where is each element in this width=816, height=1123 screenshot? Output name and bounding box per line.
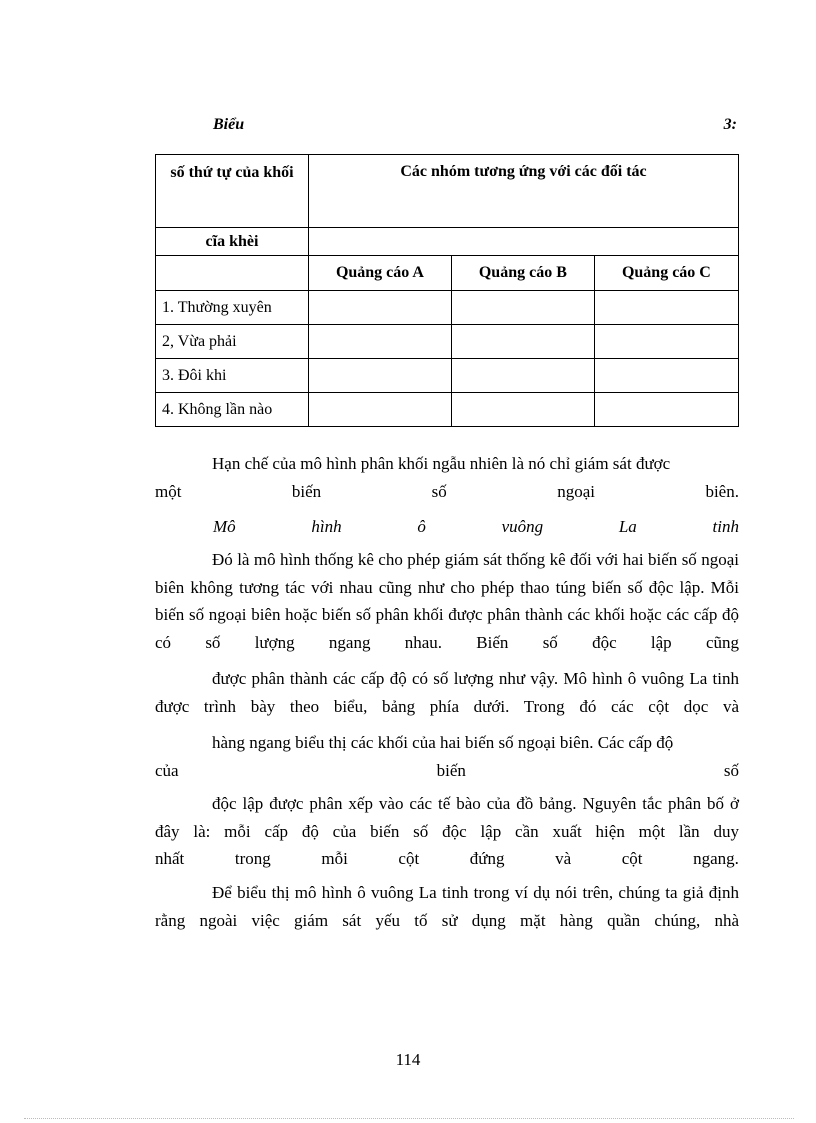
- word: ngang.: [693, 849, 739, 868]
- paragraph-spread-line: [155, 478, 739, 506]
- table-cell: [309, 291, 452, 325]
- table-row: [156, 359, 739, 393]
- word: cột: [398, 849, 420, 868]
- page-number: 114: [395, 1050, 421, 1069]
- data-table: [155, 154, 739, 427]
- word: nhất: [155, 849, 185, 868]
- row-label: 2, Vừa phải: [156, 325, 309, 359]
- column-header-a: Quảng cáo A: [309, 256, 452, 291]
- word: vuông: [501, 517, 544, 536]
- word: biên.: [705, 482, 739, 501]
- table-cell: [451, 325, 594, 359]
- paragraph-spread-line: [155, 845, 739, 873]
- paragraph-line: Hạn chế của mô hình phân khối ngẫu nhiên là nó chỉ giám sát được: [212, 454, 671, 473]
- table-column-row: [156, 256, 739, 291]
- word: của: [155, 761, 179, 780]
- word: số: [723, 761, 739, 780]
- header-group: Các nhóm tương ứng với các đối tác: [309, 155, 739, 228]
- page-bottom-divider: [24, 1118, 794, 1119]
- word: cột: [621, 849, 643, 868]
- word: và: [555, 849, 572, 868]
- table-cell: [309, 359, 452, 393]
- word: biến: [291, 482, 322, 501]
- header-block-order: số thứ tự của khối: [156, 155, 309, 228]
- table-cell: [594, 325, 738, 359]
- row-label: 3. Đôi khi: [156, 359, 309, 393]
- paragraph: Để biểu thị mô hình ô vuông La tinh trong ví dụ nói trên, chúng ta giả định rằng ngoài việc giám sát yếu tố sử dụng mặt hàng quần chúng, nhà: [155, 883, 739, 930]
- table-cell: [594, 359, 738, 393]
- word: hình: [311, 517, 342, 536]
- table-cell: [594, 291, 738, 325]
- row-label: 1. Thường xuyên: [156, 291, 309, 325]
- word: trong: [234, 849, 271, 868]
- column-header-b: Quảng cáo B: [451, 256, 594, 291]
- column-header-c: Quảng cáo C: [594, 256, 738, 291]
- table-row: [156, 291, 739, 325]
- word: mỗi: [321, 849, 348, 868]
- caption-label: Biểu: [213, 116, 245, 133]
- table-row: [156, 393, 739, 427]
- paragraph: Đó là mô hình thống kê cho phép giám sát thống kê đối với hai biến số ngoại biên không tương tác với nhau cũng như cho phép thao túng biến số độc lập. Mỗi biến số ngoại biên hoặc biến số phân khối được phân thành các khối hoặc các cấp độ có số lượng ngang nhau. Biến số độc lập cũng: [155, 550, 739, 652]
- section-heading: [213, 513, 739, 541]
- table-subheader-row: [156, 228, 739, 256]
- word: La: [618, 517, 637, 536]
- word: một: [155, 482, 182, 501]
- paragraph-spread-line: [155, 757, 739, 785]
- table-header-row: [156, 155, 739, 228]
- table-cell: [309, 393, 452, 427]
- table-cell: [594, 393, 738, 427]
- table-cell: [451, 359, 594, 393]
- header-sub-empty: [309, 228, 739, 256]
- word: số: [431, 482, 447, 501]
- paragraph-line: hàng ngang biểu thị các khối của hai biến số ngoại biên. Các cấp độ: [212, 733, 674, 752]
- word: ô: [417, 517, 426, 536]
- caption-number: 3:: [723, 116, 737, 133]
- table-cell: [309, 325, 452, 359]
- word: đứng: [469, 849, 505, 868]
- header-block-sub: cĩa khèi: [156, 228, 309, 256]
- table-cell: [451, 291, 594, 325]
- table-cell: [451, 393, 594, 427]
- paragraph: độc lập được phân xếp vào các tế bào của đồ bảng. Nguyên tắc phân bố ở đây là: mỗi cấp độ của biến số độc lập cần xuất hiện một lần duy: [155, 794, 739, 841]
- row-label: 4. Không lần nào: [156, 393, 309, 427]
- word: biến: [436, 761, 466, 780]
- table-row: [156, 325, 739, 359]
- word: Mô: [213, 517, 236, 536]
- column-header-empty: [156, 256, 309, 291]
- word: ngoại: [557, 482, 595, 501]
- paragraph: được phân thành các cấp độ có số lượng như vậy. Mô hình ô vuông La tinh được trình bày theo biểu, bảng phía dưới. Trong đó các cột dọc và: [155, 669, 739, 716]
- word: tinh: [712, 517, 739, 536]
